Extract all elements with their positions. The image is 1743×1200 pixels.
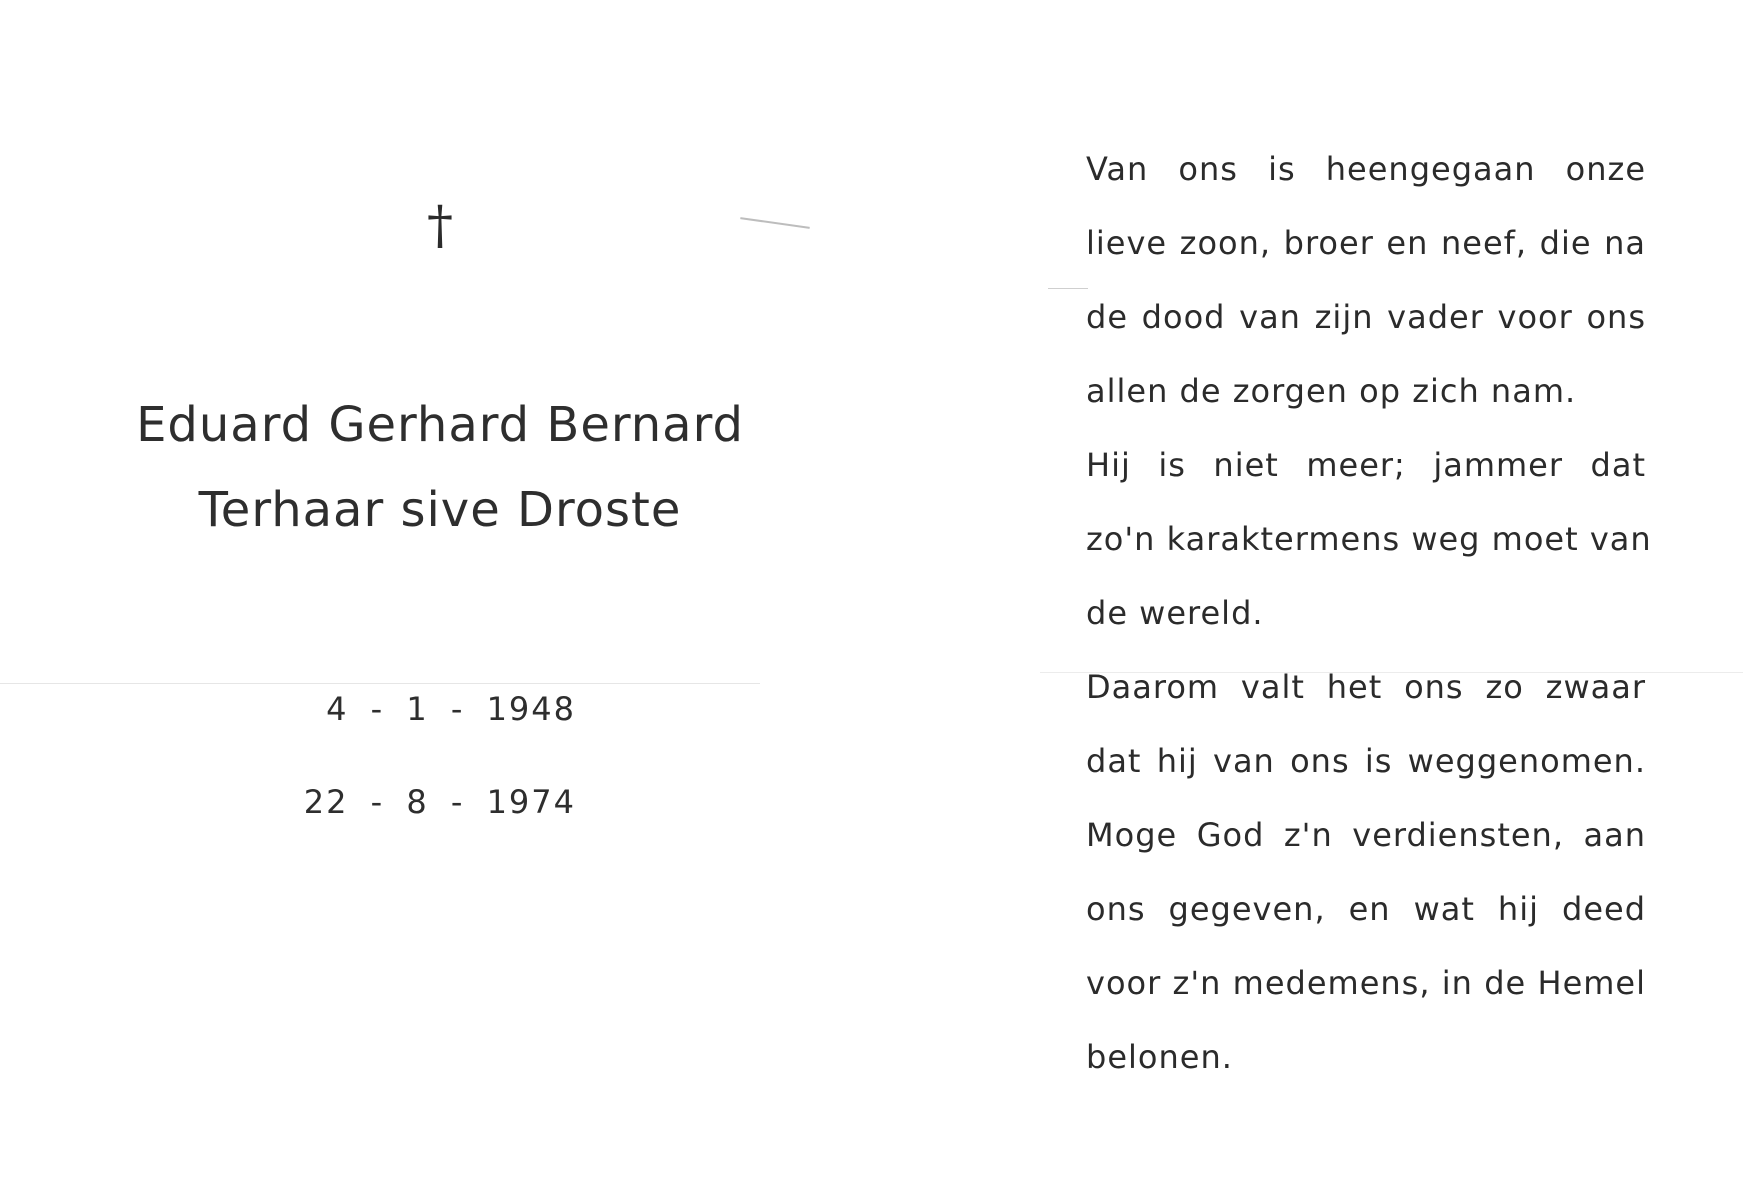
verse-line: belonen. [1086,1038,1233,1076]
birth-date: 4 - 1 - 1948 [326,690,576,728]
verse-line: allen de zorgen op zich nam. [1086,372,1577,410]
verse-line: lieve zoon, broer en neef, die na [1086,224,1646,262]
verse-line: ons gegeven, en wat hij deed [1086,890,1646,928]
verse-line: zo'n karaktermens weg moet van [1086,520,1652,558]
cross-icon: † [427,196,453,256]
deceased-name-line-2: Terhaar sive Droste [198,482,682,538]
verse-line: de dood van zijn vader voor ons [1086,298,1646,336]
verse-line: Moge God z'n verdiensten, aan [1086,816,1646,854]
verse-line: Hij is niet meer; jammer dat [1086,446,1646,484]
verse-line: Daarom valt het ons zo zwaar [1086,668,1646,706]
verse-line: Van ons is heengegaan onze [1086,150,1646,188]
verse-line: de wereld. [1086,594,1264,632]
verse-line: voor z'n medemens, in de Hemel [1086,964,1646,1002]
fold-line-left [0,683,760,684]
deceased-name-line-1: Eduard Gerhard Bernard [136,397,744,453]
scan-smudge-small [1048,288,1088,289]
death-date: 22 - 8 - 1974 [303,783,576,821]
scan-smudge [740,217,810,229]
verse-line: dat hij van ons is weggenomen. [1086,742,1646,780]
